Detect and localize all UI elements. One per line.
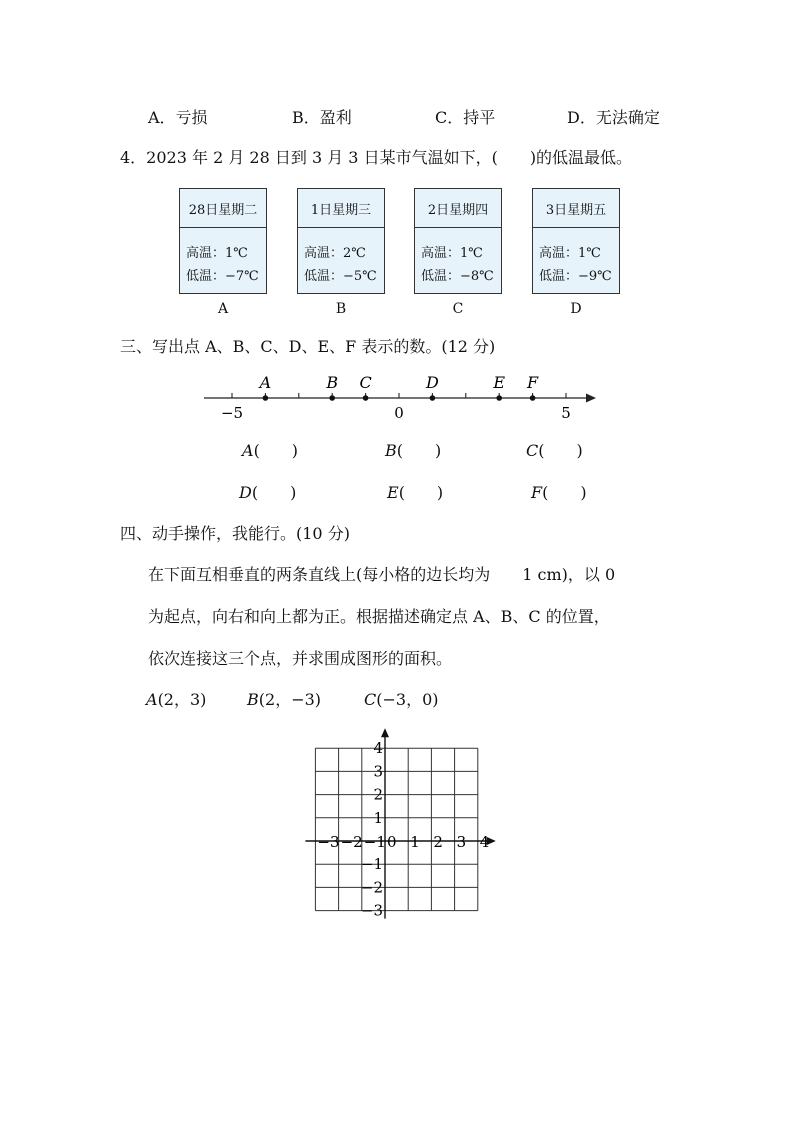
section-3-title: 三、写出点 A、B、C、D、E、F 表示的数。(12 分) [120,337,496,356]
weather-card-high: 高温：2℃ [304,246,366,261]
number-line-point-f [530,395,536,401]
y-axis-tick-label: 2 [373,785,383,804]
number-line-point-label: D [425,373,439,392]
number-line-point-label: B [326,373,339,392]
weather-card-high: 高温：1℃ [539,246,601,261]
blank-letter: B [385,441,397,460]
coordinate-grid[interactable] [290,722,550,922]
weather-card-date: 3日星期五 [533,189,619,228]
weather-card-date: 28日星期二 [180,189,266,228]
weather-card-low: 低温：−5℃ [304,269,377,284]
number-line [0,372,794,432]
section-4-para-1: 在下面互相垂直的两条直线上(每小格的边长均为 1 cm)，以 0 [148,565,616,584]
blank-letter: A [242,441,254,460]
y-axis-tick-label: −1 [360,855,383,874]
question-4-text: 4．2023 年 2 月 28 日到 3 月 3 日某市气温如下，( )的低温最低。 [120,148,633,167]
coord-letter: B [247,690,259,709]
number-line-tick-label: 0 [394,404,404,422]
y-axis-tick-label: 3 [373,762,383,781]
weather-card-low: 低温：−9℃ [539,269,612,284]
answer-blank-d[interactable] [239,483,296,503]
blank-letter: E [387,483,399,502]
weather-card-d [532,188,620,294]
number-line-tick-label: 5 [561,404,571,422]
number-line-tick-label: −5 [220,404,244,422]
card-letter-c: C [452,301,464,317]
blank-letter: D [239,483,252,502]
weather-card-c [414,188,502,294]
number-line-point-b [329,395,335,401]
weather-card-date: 1日星期三 [298,189,384,228]
weather-card-b [297,188,385,294]
number-line-point-label: C [359,373,372,392]
answer-blank-a[interactable] [242,441,298,461]
x-axis-tick-label: −2 [340,833,363,851]
coord-value: (2，3) [157,690,207,709]
answer-blank-b[interactable] [385,441,441,461]
y-axis-tick-label: 1 [373,808,383,827]
blank-parens: ( ) [398,483,444,502]
weather-card-a [179,188,267,294]
y-axis-arrow-icon [381,728,389,737]
x-axis-tick-label: 0 [387,833,397,851]
weather-card-low: 低温：−7℃ [186,269,259,284]
weather-card-date: 2日星期四 [415,189,501,228]
blank-parens: ( ) [538,441,583,460]
number-line-point-a [263,395,269,401]
answer-blank-c[interactable] [526,441,583,461]
option-b: B．盈利 [292,108,352,127]
x-axis-tick-label: −1 [363,833,386,851]
coord-letter: A [146,690,158,709]
option-a: A．亏损 [148,108,208,127]
card-letter-b: B [335,301,347,317]
coord-b [247,690,321,710]
x-axis-tick-label: 2 [433,833,443,851]
blank-parens: ( ) [542,483,587,502]
coord-a [146,690,206,710]
section-4-para-2: 为起点，向右和向上都为正。根据描述确定点 A、B、C 的位置， [148,607,610,626]
blank-letter: F [531,483,543,502]
section-4-para-3: 依次连接这三个点，并求围成图形的面积。 [148,649,453,668]
blank-parens: ( ) [251,483,297,502]
weather-card-low: 低温：−8℃ [421,269,494,284]
answer-blank-f[interactable] [531,483,587,503]
blank-parens: ( ) [253,441,299,460]
blank-parens: ( ) [396,441,442,460]
number-line-point-label: F [527,373,539,392]
number-line-point-c [363,395,369,401]
option-d: D．无法确定 [567,108,660,127]
y-axis-tick-label: −3 [360,901,383,920]
card-letter-d: D [570,301,582,317]
coord-value: (−3，0) [376,690,439,709]
number-line-arrow-icon [586,394,596,403]
y-axis-tick-label: −2 [360,878,383,897]
number-line-point-d [430,395,436,401]
number-line-point-label: E [493,373,506,392]
coord-letter: C [364,690,377,709]
weather-card-high: 高温：1℃ [421,246,483,261]
x-axis-tick-label: 4 [479,833,490,851]
coord-c [364,690,439,710]
weather-card-high: 高温：1℃ [186,246,248,261]
x-axis-tick-label: 1 [410,833,420,851]
number-line-point-e [496,395,502,401]
answer-blank-e[interactable] [387,483,443,503]
number-line-point-label: A [259,373,272,392]
x-axis-tick-label: −3 [317,833,340,851]
option-c: C．持平 [435,108,496,127]
y-axis-tick-label: 4 [373,739,383,758]
section-4-title: 四、动手操作，我能行。(10 分) [120,524,350,543]
blank-letter: C [526,441,539,460]
coord-value: (2，−3) [258,690,322,709]
x-axis-tick-label: 3 [456,833,467,851]
card-letter-a: A [217,301,229,317]
